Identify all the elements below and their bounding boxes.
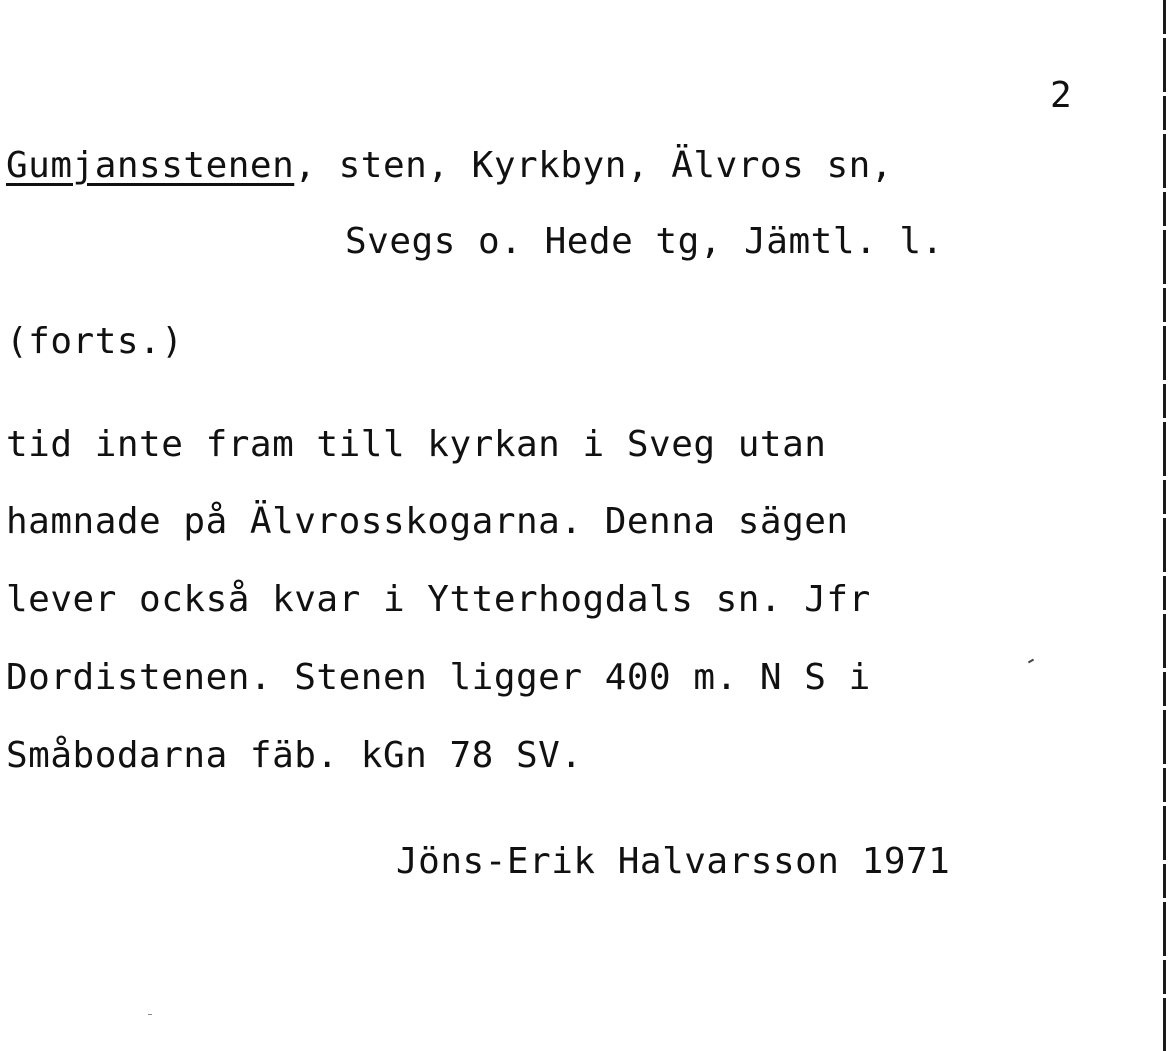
scan-speck xyxy=(148,1014,152,1015)
heading-line-1 xyxy=(6,146,893,186)
card-edge-line xyxy=(1163,0,1166,1051)
body-line: tid inte fram till kyrkan i Sveg utan xyxy=(6,424,827,465)
page-number: 2 xyxy=(1050,75,1073,116)
heading-location: , sten, Kyrkbyn, Älvros sn, xyxy=(294,145,893,186)
body-line: Dordistenen. Stenen ligger 400 m. N S i xyxy=(6,657,871,698)
body-line: hamnade på Älvrosskogarna. Denna sägen xyxy=(6,501,849,542)
heading-line-2: Svegs o. Hede tg, Jämtl. l. xyxy=(345,221,944,262)
scan-speck xyxy=(1028,659,1034,664)
continued-note: (forts.) xyxy=(6,321,184,362)
body-line: Småbodarna fäb. kGn 78 SV. xyxy=(6,735,583,776)
headword: Gumjansstenen xyxy=(6,145,295,186)
body-line: lever också kvar i Ytterhogdals sn. Jfr xyxy=(6,579,871,620)
signature: Jöns-Erik Halvarsson 1971 xyxy=(396,841,951,882)
